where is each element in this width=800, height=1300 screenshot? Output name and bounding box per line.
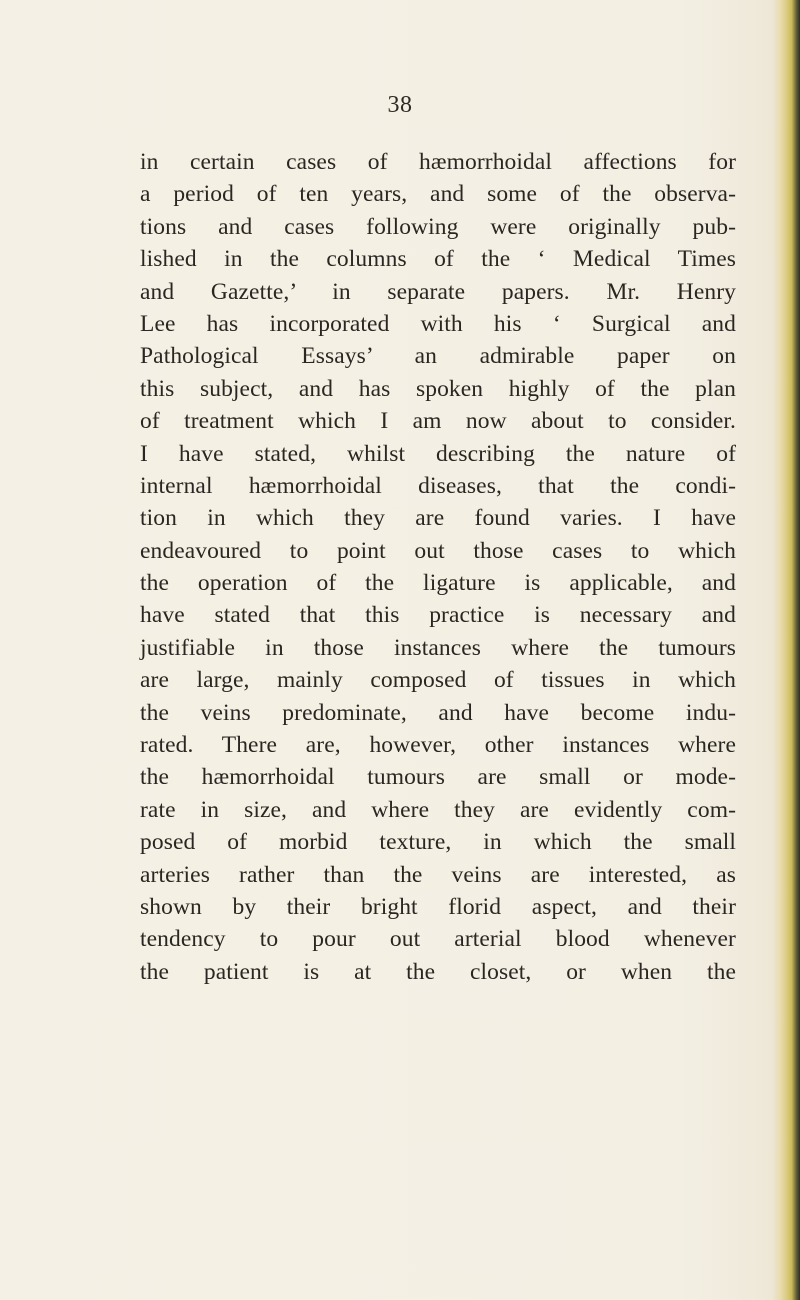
text-line-6: Lee has incorporated with his ‘ Surgical and: [140, 310, 736, 337]
text-line-22: posed of morbid texture, in which the small: [140, 829, 736, 856]
page-number: 38: [387, 92, 413, 118]
text-line-16: justifiable in those instances where the tumours: [140, 634, 736, 661]
text-line-9: of treatment which I am now about to consider.: [140, 408, 736, 435]
text-line-10: I have stated, whilst describing the nature of: [140, 440, 736, 467]
text-line-8: this subject, and has spoken highly of the plan: [140, 375, 736, 402]
text-line-19: rated. There are, however, other instances where: [140, 732, 736, 759]
text-line-1: in certain cases of hæmorrhoidal affections for: [140, 149, 736, 175]
text-line-11: internal hæmorrhoidal diseases, that the condi-: [140, 472, 736, 499]
text-line-18: the veins predominate, and have become indu-: [140, 699, 736, 726]
text-line-25: tendency to pour out arterial blood whenever: [140, 926, 736, 953]
text-line-4: lished in the columns of the ‘ Medical Times: [140, 246, 736, 273]
text-line-13: endeavoured to point out those cases to which: [140, 537, 736, 564]
text-line-23: arteries rather than the veins are interested, as: [140, 861, 736, 888]
text-line-17: are large, mainly composed of tissues in which: [140, 667, 736, 694]
body-text: [140, 146, 736, 988]
text-line-2: a period of ten years, and some of the observa-: [140, 181, 736, 208]
text-line-3: tions and cases following were originally pub-: [140, 213, 736, 240]
text-line-12: tion in which they are found varies. I have: [140, 505, 736, 532]
text-line-15: have stated that this practice is necessary and: [140, 602, 736, 629]
text-line-5: and Gazette,’ in separate papers. Mr. Henry: [140, 278, 736, 305]
text-line-7: Pathological Essays’ an admirable paper on: [140, 343, 736, 370]
text-line-21: rate in size, and where they are evidently com-: [140, 796, 736, 823]
text-line-24: shown by their bright florid aspect, and their: [140, 893, 736, 920]
text-line-20: the hæmorrhoidal tumours are small or mode-: [140, 764, 736, 791]
text-line-14: the operation of the ligature is applicable, and: [140, 570, 736, 597]
page-edge: [772, 0, 800, 1300]
text-line-26: the patient is at the closet, or when the: [140, 958, 736, 985]
